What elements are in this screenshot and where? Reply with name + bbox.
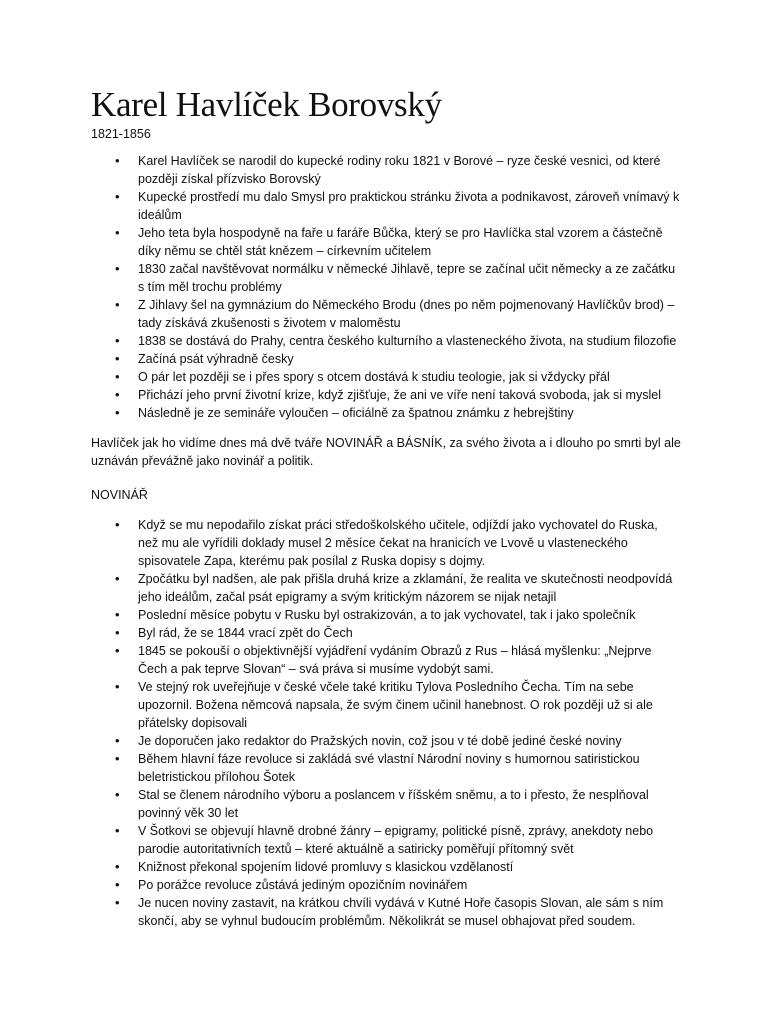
biography-list bbox=[91, 152, 681, 422]
list-item: • Ve stejný rok uveřejňuje v české včele také kritiku Tylova Posledního Čecha. Tím na sebe upozornil. Božena němcová napsala, že svým činem učinil hanebnost. O rok později už si ale přátelsky dopisovali bbox=[91, 678, 681, 732]
list-item: • Přichází jeho první životní krize, když zjišťuje, že ani ve víře není taková svoboda, jak si myslel bbox=[91, 386, 681, 404]
list-item: • 1845 se pokouší o objektivnější vyjádření vydáním Obrazů z Rus – hlásá myšlenku: „Nejprve Čech a pak teprve Slovan“ – svá práva si musíme vydobýt sami. bbox=[91, 642, 681, 678]
section-heading-novinar: NOVINÁŘ bbox=[91, 488, 148, 502]
document-content bbox=[91, 84, 681, 942]
journalist-list bbox=[91, 516, 681, 930]
list-item: • 1830 začal navštěvovat normálku v německé Jihlavě, tepre se začínal učit německy a ze začátku s tím měl trochu problémy bbox=[91, 260, 681, 296]
list-item: • Po porážce revoluce zůstává jediným opozičním novinářem bbox=[91, 876, 681, 894]
list-item: • Jeho teta byla hospodyně na faře u faráře Bůčka, který se pro Havlíčka stal vzorem a částečně díky němu se chtěl stát knězem – církevním učitelem bbox=[91, 224, 681, 260]
list-item: • Zpočátku byl nadšen, ale pak přišla druhá krize a zklamání, že realita ve skutečnosti neodpovídá jeho ideálům, začal psát epigramy a svým kritickým názorem se nijak netajil bbox=[91, 570, 681, 606]
list-item: • Poslední měsíce pobytu v Rusku byl ostrakizován, a to jak vychovatel, tak i jako společník bbox=[91, 606, 681, 624]
list-item: • Kupecké prostředí mu dalo Smysl pro praktickou stránku života a podnikavost, zároveň vnímavý k ideálům bbox=[91, 188, 681, 224]
list-item: • Je nucen noviny zastavit, na krátkou chvíli vydává v Kutné Hoře časopis Slovan, ale sám s ním skončí, aby se vyhnul budoucím problémům. Několikrát se musel obhajovat před soudem. bbox=[91, 894, 681, 930]
list-item: • Knižnost překonal spojením lidové promluvy s klasickou vzdělaností bbox=[91, 858, 681, 876]
list-item: • Během hlavní fáze revoluce si zakládá své vlastní Národní noviny s humornou satiristickou beletristickou přílohou Šotek bbox=[91, 750, 681, 786]
list-item: • O pár let později se i přes spory s otcem dostává k studiu teologie, jak si vždycky přál bbox=[91, 368, 681, 386]
list-item: • V Šotkovi se objevují hlavně drobné žánry – epigramy, politické písně, zprávy, anekdoty nebo parodie autoritativních textů – které aktuálně a satiricky poměřují přítomný svět bbox=[91, 822, 681, 858]
list-item: • Z Jihlavy šel na gymnázium do Německého Brodu (dnes po něm pojmenovaný Havlíčkův brod) – tady získává zkušenosti s životem v maloměstu bbox=[91, 296, 681, 332]
list-item: • Následně je ze semináře vyloučen – oficiálně za špatnou známku z hebrejštiny bbox=[91, 404, 681, 422]
list-item: • Když se mu nepodařilo získat práci středoškolského učitele, odjíždí jako vychovatel do Ruska, než mu ale vyřídili doklady musel 2 měsíce čekat na hranicích ve Lvově u vlasteneckého spisovatele Zapa, kterému pak posílal z Ruska dopisy s dojmy. bbox=[91, 516, 681, 570]
list-item: • Karel Havlíček se narodil do kupecké rodiny roku 1821 v Borové – ryze české vesnici, od které později získal přízvisko Borovský bbox=[91, 152, 681, 188]
list-item: • Je doporučen jako redaktor do Pražských novin, což jsou v té době jediné české noviny bbox=[91, 732, 681, 750]
list-item: • Stal se členem národního výboru a poslancem v říšském sněmu, a to i přesto, že nesplňoval povinný věk 30 let bbox=[91, 786, 681, 822]
intro-paragraph: Havlíček jak ho vidíme dnes má dvě tváře NOVINÁŘ a BÁSNÍK, za svého života a i dlouho po smrti byl ale uznáván převážně jako novinář a politik. bbox=[91, 436, 681, 468]
list-item: • Začíná psát výhradně česky bbox=[91, 350, 681, 368]
document-title: Karel Havlíček Borovský bbox=[91, 85, 442, 124]
list-item: • Byl rád, že se 1844 vrací zpět do Čech bbox=[91, 624, 681, 642]
life-dates: 1821-1856 bbox=[91, 127, 151, 141]
list-item: • 1838 se dostává do Prahy, centra českého kulturního a vlasteneckého života, na studium filozofie bbox=[91, 332, 681, 350]
